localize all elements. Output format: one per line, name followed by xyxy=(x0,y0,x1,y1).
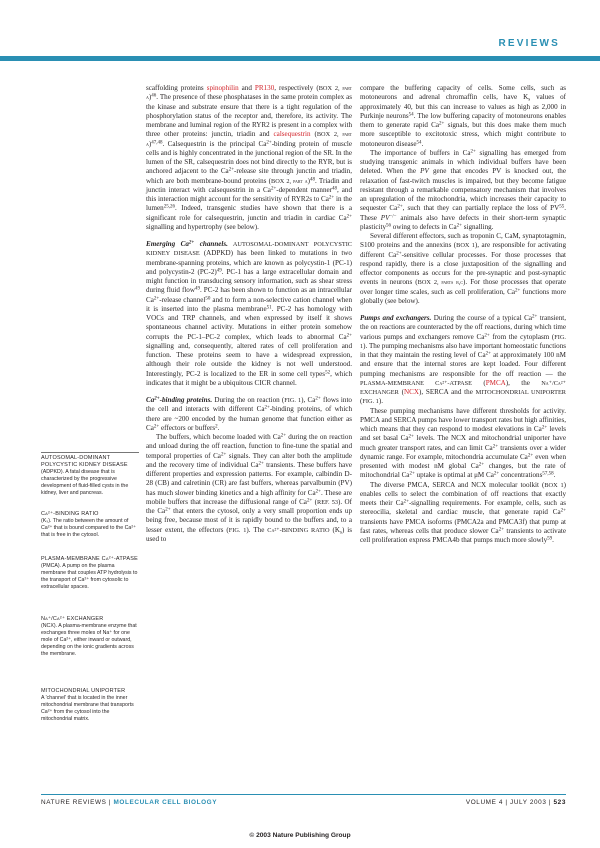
subheading: Pumps and exchangers. xyxy=(360,314,432,322)
link-ncx[interactable]: NCX xyxy=(404,388,419,396)
footer-rule xyxy=(41,794,566,795)
glossary-entry xyxy=(41,556,139,591)
glossary-entry xyxy=(41,511,139,539)
text-column-right xyxy=(360,84,566,545)
glossary-entry xyxy=(41,452,139,496)
body-paragraph: scaffolding proteins spinophilin and PR130, respectively (BOX 2, part a)$^{46}$. The presence of these phosphatases in the same protein complex as the kinase and substrate ensure that there is a tight regulation of the phosphorylation status of the receptor and, therefore, its activity. The membrane and luminal region of the RYR2 is present in a complex with three other proteins: junctin, triadin and calsequestrin (BOX 2, part a)$^{47,48}$. Calsequestrin is the principal $Ca^{2+}$-binding protein of muscle cells and is highly concentrated in the junctional region of the SR. In the lumen of the SR, calsequestrin does not bind directly to the RYR, but is anchored adjacent to the $Ca^{2+}$-release site through junctin and triadin, which are both membrane-bound proteins (BOX 2, part a)$^{48}$. Triadin and junctin interact with calsequestrin in a $Ca^{2+}$-dependent manner$^{48}$, and this interaction might account for the sensitivity of RYR2s to $Ca^{2+}$ in the lumen$^{25,26}$. Indeed, transgenic studies have shown that there is a significant role for calsequestrin, junctin and triadin in cardiac $Ca^{2+}$ signalling and hypertrophy (see below). xyxy=(146,84,352,231)
body-paragraph: Emerging $Ca^{2+}$ channels. AUTOSOMAL-DOMINANT POLYCYSTIC KIDNEY DISEASE (ADPKD) has been linked to mutations in two membrane-spanning proteins, which are known as polycystin-1 (PC-1) and polycystin-2 $(PC-2)^{49}$. PC-1 has a large extracellular domain and might function in transducing sensory information, such as shear stress during fluid flow$^{49}$. PC-2 has been shown to function as an intracellular $Ca^{2+}$-release channel$^{50}$ and to form a non-selective cation channel when it is inserted into the plasma membrane$^{51}$. PC-2 has homology with VOCs and TRP channels, and when expressed by itself it shows spontaneous channel activity. Mutations in either protein somehow corrupts the PC-1–PC-2 complex, which leads to abnormal $Ca^{2+}$ signalling and, consequently, altered rates of cell proliferation and function. These proteins seem to have a widespread expression, although their role outside the kidney is not well understood. Interestingly, PC-2 is localized to the ER in some cell types$^{52}$, which indicates that it might be a ubiquitous CICR channel. xyxy=(146,240,352,387)
body-paragraph: compare the buffering capacity of cells. Some cells, such as motoneurons and adrenal chromaffin cells, have $K_s$ values of approximately 40, but this can increase to values as high as 2,000 in Purkinje neurons$^{54}$. The low buffering capacity of motoneurons enables them to generate rapid $Ca^{2+}$ signals, but this does make them much more susceptible to excitotoxic stress, which might contribute to motoneuron disease$^{54}$. xyxy=(360,84,566,148)
journal-name: NATURE REVIEWS xyxy=(41,799,107,806)
glossary-definition: (NCX). A plasma-membrane enzyme that exchanges three moles of Na⁺ for one mole of Ca²⁺, either inward or outward, depending on the ionic gradients across the membrane. xyxy=(41,622,137,657)
page-number: 523 xyxy=(553,799,566,806)
link-spinophilin[interactable]: spinophilin xyxy=(206,84,239,92)
body-paragraph: These pumping mechanisms have different thresholds for activity. PMCA and SERCA pumps have lower transport rates but high affinities, which means that they can respond to modest elevations in $Ca^{2+}$ levels and set basal $Ca^{2+}$ levels. The NCX and mitochondrial uniporter have much greater transport rates, and can limit $Ca^{2+}$ transients over a wider dynamic range. For example, mitochondria accumulate $Ca^{2+}$ even when presented with modest nM global $Ca^{2+}$ changes, but the rate of mitochondrial $Ca^{2+}$ uptake is optimal at μM $Ca^{2+}$ concentrations$^{57,58}$. xyxy=(360,406,567,480)
glossary-divider xyxy=(41,452,139,453)
section-label: REVIEWS xyxy=(498,38,560,49)
box-ref[interactable]: BOX 2, part a xyxy=(146,85,352,102)
link-pmca[interactable]: PMCA xyxy=(485,378,506,387)
glossary-definition: (ADPKD). A fatal disease that is characterized by the progressive development of fluid-filled cysts in the kidney, liver and pancreas. xyxy=(41,468,129,496)
glossary-entry xyxy=(41,616,139,657)
ref-link[interactable]: REF. 53 xyxy=(317,498,339,506)
fig-ref[interactable]: FIG. 1 xyxy=(228,526,247,534)
page-footer: NATURE REVIEWS | MOLECULAR CELL BIOLOGY VOLUME 4 | JULY 2003 | 523 xyxy=(41,799,566,806)
box-ref[interactable]: BOX 2, part a xyxy=(146,131,352,148)
box-ref[interactable]: BOX 2, parts b,c xyxy=(417,279,464,287)
link-pr130[interactable]: PR130 xyxy=(254,84,275,92)
glossary-term: Ca²⁺-BINDING RATIO xyxy=(41,511,99,517)
body-paragraph: $Ca^{2+}$-binding proteins. During the on reaction (FIG. 1), $Ca^{2+}$ flows into the cell and interacts with different $Ca^{2+}$-binding proteins, of which there are ~200 encoded by the human genome that function either as $Ca^{2+}$ effectors or buffers$^2$. xyxy=(146,396,352,432)
issue-info: VOLUME 4 | JULY 2003 | 523 xyxy=(465,799,566,806)
glossary-definition: (PMCA). A pump on the plasma membrane that couples ATP hydrolysis to the transport of Ca²⁺ from cytosolic to extracellular spaces. xyxy=(41,562,138,590)
box-ref[interactable]: BOX 1 xyxy=(544,481,564,489)
glossary-term: PLASMA-MEMBRANE Ca²⁺-ATPASE xyxy=(41,556,138,562)
copyright-notice: © 2003 Nature Publishing Group xyxy=(249,832,351,839)
text-column-left xyxy=(146,84,352,544)
body-paragraph: Pumps and exchangers. During the course of a typical $Ca^{2+}$ transient, the on reactions are counteracted by the off reactions, during which time various pumps and exchangers remove $Ca^{2+}$ from the cytoplasm (FIG. 1). The pumping mechanisms also have important homeostatic functions in that they maintain the resting level of $Ca^{2+}$ at approximately 100 nM and ensure that the internal stores are kept loaded. Four different pumping mechanisms are responsible for the off reaction — the PLASMA-MEMBRANE Ca²⁺-ATPASE (PMCA), the Na⁺/Ca²⁺ EXCHANGER (NCX), SERCA and the MITOCHONDRIAL UNIPORTER (FIG. 1). xyxy=(360,314,567,406)
fig-ref[interactable]: FIG. 1 xyxy=(360,333,566,350)
body-paragraph: The buffers, which become loaded with $Ca^{2+}$ during the on reaction and unload during the off reaction, function to fine-tune the spatial and temporal properties of $Ca^{2+}$ signals. They can alter both the amplitude and the recovery time of individual $Ca^{2+}$ transients. These buffers have different properties and expression patterns. For example, calbindin D-28 (CB) and calretinin (CR) are fast buffers, whereas parvalbumin (PV) has much slower binding kinetics and a high affinity for $Ca^{2+}$. These are mobile buffers that increase the diffusional range of $Ca^{2+}$ (REF. 53). Of the $Ca^{2+}$ that enters the cytosol, only a very small proportion ends up being free, because most of it is rapidly bound to the buffers and, to a lesser extent, the effectors (FIG. 1). The Ca²⁺-BINDING RATIO $(K_s)$ is used to xyxy=(146,433,352,543)
header-bar xyxy=(0,56,600,61)
body-paragraph: Several different effectors, such as troponin C, CaM, synaptotagmin, S100 proteins and the annexins (BOX 1), are responsible for activating different $Ca^{2+}$-sensitive cellular processes. For those processes that respond rapidly, there is a close juxtaposition of the signalling and effector components as occurs for the pre-synaptic and post-synaptic events in neurons (BOX 2, parts b,c). For those processes that operate over longer time scales, such as cell proliferation, $Ca^{2+}$ functions more globally (see below). xyxy=(360,232,566,305)
subheading: Emerging $Ca^{2+}$ channels. xyxy=(146,240,228,248)
box-ref[interactable]: BOX 1 xyxy=(456,242,475,250)
journal-title: MOLECULAR CELL BIOLOGY xyxy=(113,799,218,806)
box-ref[interactable]: BOX 2, part a xyxy=(271,177,308,185)
glossary-definition: A 'channel' that is located in the inner mitochondrial membrane that transports Ca²⁺ from the cytosol into the mitochondrial matrix. xyxy=(41,694,134,722)
glossary-entry xyxy=(41,688,139,723)
glossary-term: Na⁺/Ca²⁺ EXCHANGER xyxy=(41,616,104,622)
glossary-definition: (Kₛ). The ratio between the amount of Ca²⁺ that is bound compared to the Ca²⁺ that is free in the cytosol. xyxy=(41,517,136,538)
link-calsequestrin[interactable]: calsequestrin xyxy=(273,130,311,139)
glossary-term: AUTOSOMAL-DOMINANT POLYCYSTIC KIDNEY DISEASE xyxy=(41,455,128,468)
body-paragraph: The diverse PMCA, SERCA and NCX molecular toolkit (BOX 1) enables cells to select the combination of off reactions that exactly meets their $Ca^{2+}$-signalling requirements. For example, cells, such as stereocilia, skeletal and cardiac muscle, that generate rapid $Ca^{2+}$ transients have PMCA isoforms (PMCA2a and PMCA3f) that pump at fast rates, whereas cells that produce slower $Ca^{2+}$ transients to activate cell proliferation express PMCA4b that pumps much more slowly$^{59}$. xyxy=(360,480,566,544)
fig-ref[interactable]: FIG. 1 xyxy=(284,397,302,404)
fig-ref[interactable]: FIG. 1 xyxy=(362,398,379,406)
glossary-term: MITOCHONDRIAL UNIPORTER xyxy=(41,688,126,694)
subheading: $Ca^{2+}$-binding proteins. xyxy=(146,396,213,404)
body-paragraph: The importance of buffers in $Ca^{2+}$ signalling has emerged from studying transgenic animals in which individual buffers have been deleted. When the PV gene that encodes PV is knocked out, the relaxation of fast-twitch muscles is impaired, but they become fatigue resistant through a remarkable compensatory mechanism that involves an upregulation of the mitochondria, which increases their capacity to sequester $Ca^{2+}$, such that they can partially replace the loss of PV$^{55}$. These PV−/− animals also have defects in their short-term synaptic plasticity$^{56}$ owing to defects in $Ca^{2+}$ signalling. xyxy=(360,148,566,231)
